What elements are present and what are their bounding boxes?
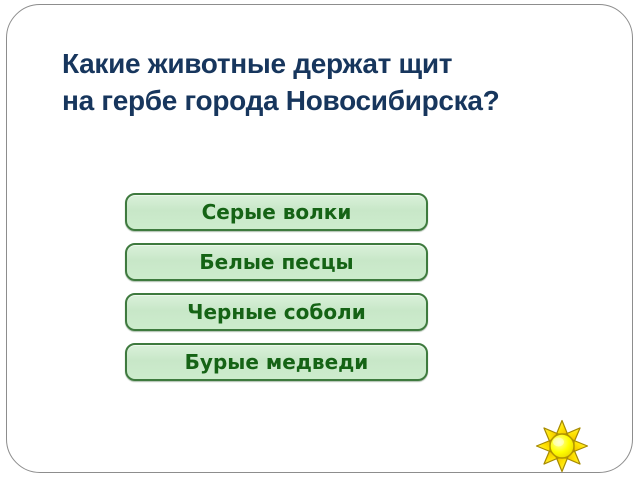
question-line-2: на гербе города Новосибирска? xyxy=(62,85,500,116)
answer-button-grey-wolves[interactable]: Серые волки xyxy=(125,193,428,231)
quiz-slide xyxy=(6,4,633,473)
answer-button-brown-bears[interactable]: Бурые медведи xyxy=(125,343,428,381)
sun-icon[interactable] xyxy=(535,419,589,473)
answer-button-white-foxes[interactable]: Белые песцы xyxy=(125,243,428,281)
answer-button-black-sables[interactable]: Черные соболи xyxy=(125,293,428,331)
question-title xyxy=(62,45,607,119)
question-line-1: Какие животные держат щит xyxy=(62,48,453,79)
